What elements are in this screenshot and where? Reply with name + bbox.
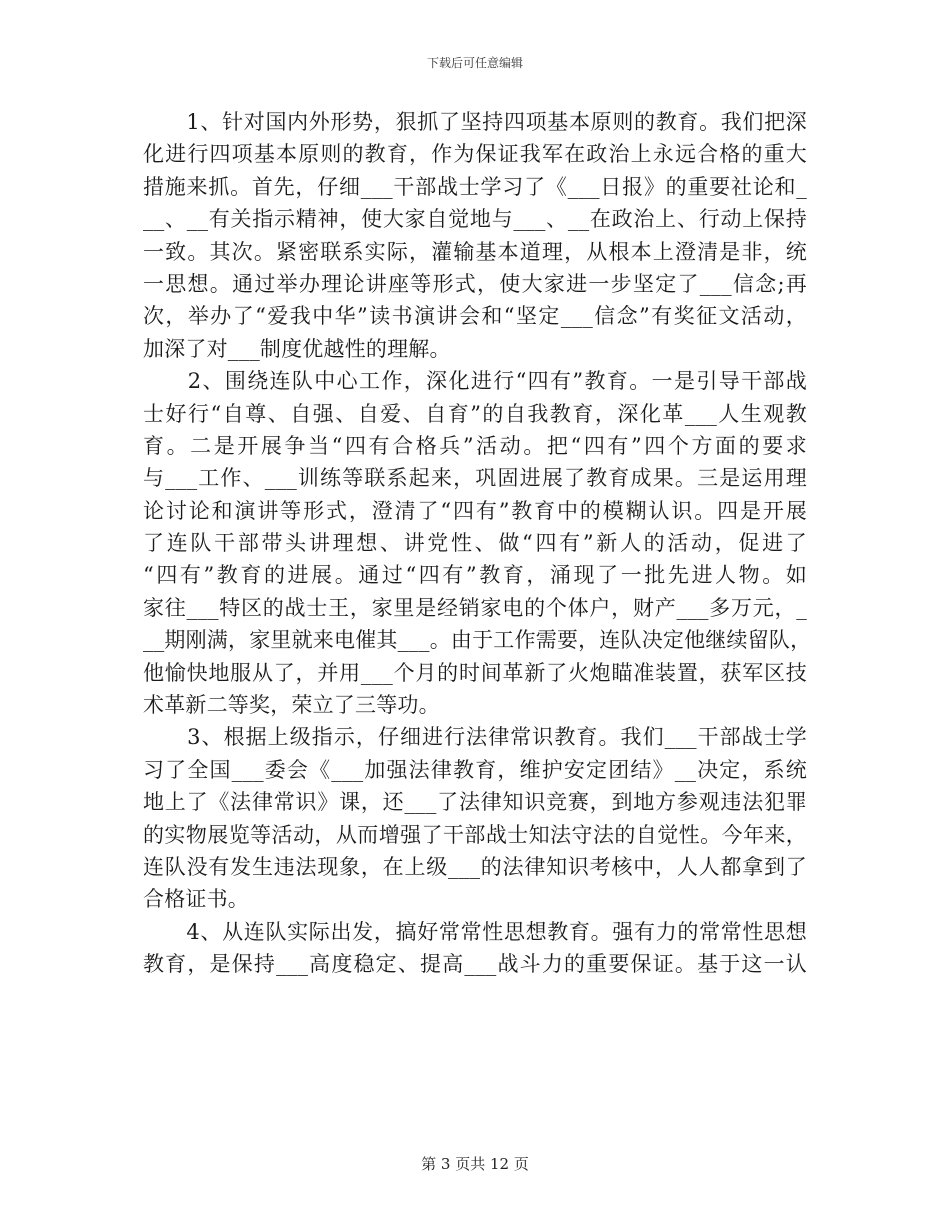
text-line: 育。二是开展争当“四有合格兵”活动。把“四有”四个方面的要求 — [143, 433, 807, 458]
paragraph-4 — [143, 916, 807, 981]
text-line: 家往___特区的战士王，家里是经销家电的个体户，财产___多万元，_ — [143, 595, 807, 620]
text-line: 习了全国___委会《___加强法律教育，维护安定团结》__决定，系统 — [143, 757, 807, 782]
text-line: 3、根据上级指示，仔细进行法律常识教育。我们___干部战士学 — [143, 725, 807, 750]
text-line: 合格证书。 — [143, 887, 249, 912]
text-line: 化进行四项基本原则的教育，作为保证我军在政治上永远合格的重大 — [143, 142, 807, 167]
text-line: 连队没有发生违法现象，在上级___的法律知识考核中，人人都拿到了 — [143, 854, 807, 879]
text-line: 教育，是保持___高度稳定、提高___战斗力的重要保证。基于这一认 — [143, 952, 807, 977]
text-line: 一思想。通过举办理论讲座等形式，使大家进一步坚定了___信念;再 — [143, 271, 807, 296]
paragraph-2 — [143, 365, 812, 721]
text-line: 加深了对___制度优越性的理解。 — [143, 336, 451, 361]
text-line: 次，举办了“爱我中华”读书演讲会和“坚定___信念”有奖征文活动， — [143, 304, 807, 329]
document-body — [143, 106, 812, 981]
text-line: 与___工作、___训练等联系起来，巩固进展了教育成果。三是运用理 — [143, 466, 807, 491]
text-line: 了连队干部带头讲理想、讲党性、做“四有”新人的活动，促进了 — [143, 531, 807, 556]
text-line: 2、围绕连队中心工作，深化进行“四有”教育。一是引导干部战 — [143, 369, 807, 394]
page-number-footer: 第 3 页共 12 页 — [421, 1155, 529, 1173]
text-line: 论讨论和演讲等形式，澄清了“四有”教育中的模糊认识。四是开展 — [143, 498, 807, 523]
text-line: __、__有关指示精神，使大家自觉地与___、__在政治上、行动上保持 — [143, 207, 807, 232]
text-line: 措施来抓。首先，仔细___干部战士学习了《___日报》的重要社论和_ — [143, 174, 807, 199]
paragraph-3 — [143, 721, 807, 915]
text-line: 4、从连队实际出发，搞好常常性思想教育。强有力的常常性思想 — [143, 919, 807, 944]
text-line: 地上了《法律常识》课，还___了法律知识竞赛，到地方参观违法犯罪 — [143, 790, 807, 815]
header-note: 下载后可任意编辑 — [426, 56, 523, 70]
text-line: 士好行“自尊、自强、自爱、自育”的自我教育，深化革___人生观教 — [143, 401, 807, 426]
text-line: 术革新二等奖，荣立了三等功。 — [143, 693, 440, 718]
text-line: “四有”教育的进展。通过“四有”教育，涌现了一批先进人物。如 — [143, 563, 807, 588]
paragraph-1 — [143, 106, 807, 365]
text-line: 1、针对国内外形势，狠抓了坚持四项基本原则的教育。我们把深 — [143, 110, 807, 134]
text-line: 的实物展览等活动，从而增强了干部战士知法守法的自觉性。今年来， — [143, 822, 807, 847]
text-line: 他愉快地服从了，并用___个月的时间革新了火炮瞄准装置，获军区技 — [143, 660, 807, 685]
text-line: 一致。其次。紧密联系实际，灌输基本道理，从根本上澄清是非，统 — [143, 239, 807, 264]
text-line: __期刚满，家里就来电催其___。由于工作需要，连队决定他继续留队， — [143, 628, 812, 653]
